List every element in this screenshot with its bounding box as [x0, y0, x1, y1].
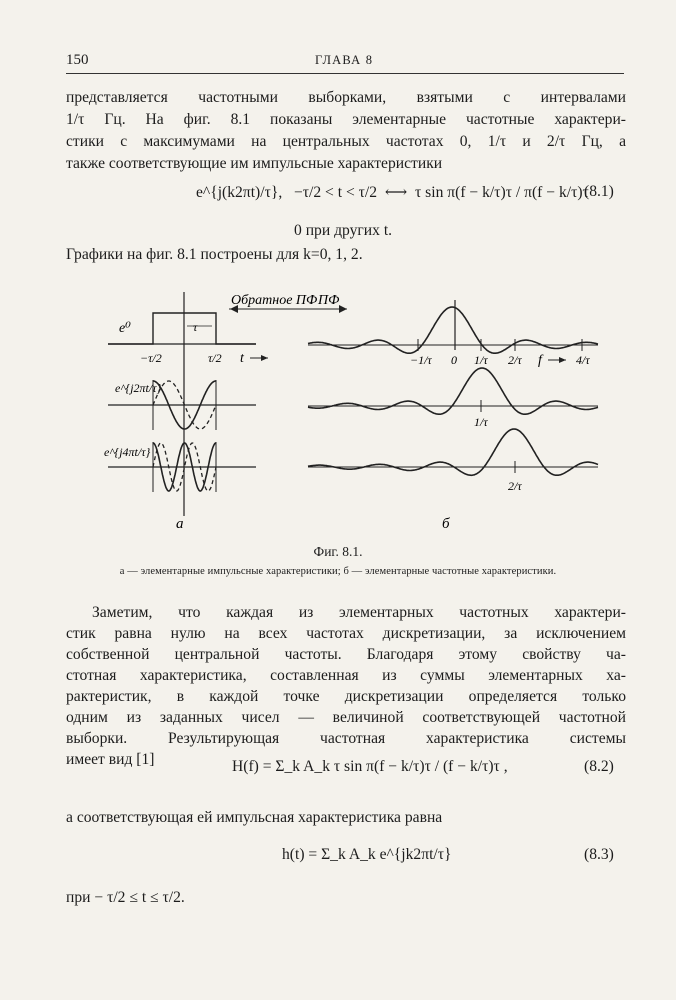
- eq81-number: (8.1): [584, 183, 614, 200]
- para3-line-4: стотная характеристика, составленная из суммы элементарных ха-: [66, 667, 626, 684]
- left-time-axis-label: t: [240, 351, 244, 366]
- sinc-k2: [308, 429, 598, 475]
- header-rule: [66, 73, 624, 74]
- para3-line-2: стик равна нулю на всех частотах дискретизации, за исключением: [66, 625, 626, 642]
- figure-caption-title: Фиг. 8.1.: [313, 544, 363, 559]
- para3-line-3: собственной центральной частоты. Благодаря этому свойству ча-: [66, 646, 626, 663]
- para5-text: при − τ/2 ≤ t ≤ τ/2.: [66, 889, 185, 906]
- eq81-arrow: ⟷: [384, 184, 408, 201]
- eq83-number: (8.3): [584, 846, 614, 863]
- para3-line-1: Заметим, что каждая из элементарных частотных характери-: [92, 604, 626, 621]
- para4-text: а соответствующая ей импульсная характеристика равна: [66, 809, 443, 826]
- tick-1-tau: 1/τ: [474, 353, 488, 367]
- para2-text: Графики на фиг. 8.1 построены для k=0, 1, 2.: [66, 246, 363, 263]
- row3-tick: 2/τ: [508, 479, 522, 493]
- eq81-left: e^{j(k2πt)/τ},: [196, 184, 283, 201]
- panel-b-label: б: [442, 516, 450, 532]
- row2-left-label: e^{j2πt/τ}: [115, 381, 162, 395]
- para3-line-5: рактеристик, в каждой точке дискретизации определяется только: [66, 688, 626, 705]
- sinc-k1: [308, 368, 598, 414]
- equation-8-1: [196, 183, 589, 202]
- eq81-condition: −τ/2 < t < τ/2: [293, 184, 378, 201]
- chapter-title: ГЛАВА 8: [315, 53, 374, 67]
- equation-8-3: h(t) = Σ_k A_k e^{jk2πt/τ}: [282, 846, 452, 863]
- para1-line-2: 1/τ Гц. На фиг. 8.1 показаны элементарные частотные характери-: [66, 111, 626, 128]
- equation-8-2: H(f) = Σ_k A_k τ sin π(f − k/τ)τ / (f − k/τ)τ ,: [232, 758, 508, 775]
- tick-zero: 0: [451, 353, 457, 367]
- para1-line-4: также соответствующие им импульсные характеристики: [66, 155, 443, 172]
- para3-line-8: имеет вид [1]: [66, 751, 155, 768]
- row3-left-label: e^{j4πt/τ}: [104, 445, 151, 459]
- para3-line-7: выборки. Результирующая частотная характеристика системы: [66, 730, 626, 747]
- eq81-otherwise: 0 при других t.: [294, 222, 393, 239]
- row2-tick: 1/τ: [474, 415, 488, 429]
- freq-axis-label: f: [538, 353, 542, 368]
- label-forward-ft: ПФ: [318, 293, 340, 308]
- para1-line-3: стики с максимумами на центральных частотах 0, 1/τ и 2/τ Гц, а: [66, 133, 626, 150]
- page-number: 150: [66, 52, 89, 68]
- figure-caption-text: а — элементарные импульсные характеристики; б — элементарные частотные характеристики.: [119, 566, 557, 577]
- eq81-right: τ sin π(f − k/τ)τ / π(f − k/τ)τ: [415, 184, 589, 201]
- tick-minus-1-tau: −1/τ: [410, 353, 432, 367]
- plus-tau-half-label: τ/2: [208, 351, 222, 365]
- panel-a-label: а: [176, 516, 184, 532]
- tick-4-tau: 4/τ: [576, 353, 590, 367]
- tau-label: τ: [193, 320, 198, 334]
- minus-tau-half-label: −τ/2: [140, 351, 162, 365]
- tick-2-tau: 2/τ: [508, 353, 522, 367]
- figure-8-1: [0, 280, 676, 542]
- para3-line-6: одним из заданных чисел — величиной соответствующей частотной: [66, 709, 626, 726]
- sinc-k0: [308, 307, 598, 353]
- para1-line-1: представляется частотными выборками, взятыми с интервалами: [66, 89, 626, 106]
- eq82-number: (8.2): [584, 758, 614, 775]
- row1-left-label: e⁰: [119, 321, 131, 336]
- label-inverse-ft: Обратное ПФ: [231, 293, 318, 308]
